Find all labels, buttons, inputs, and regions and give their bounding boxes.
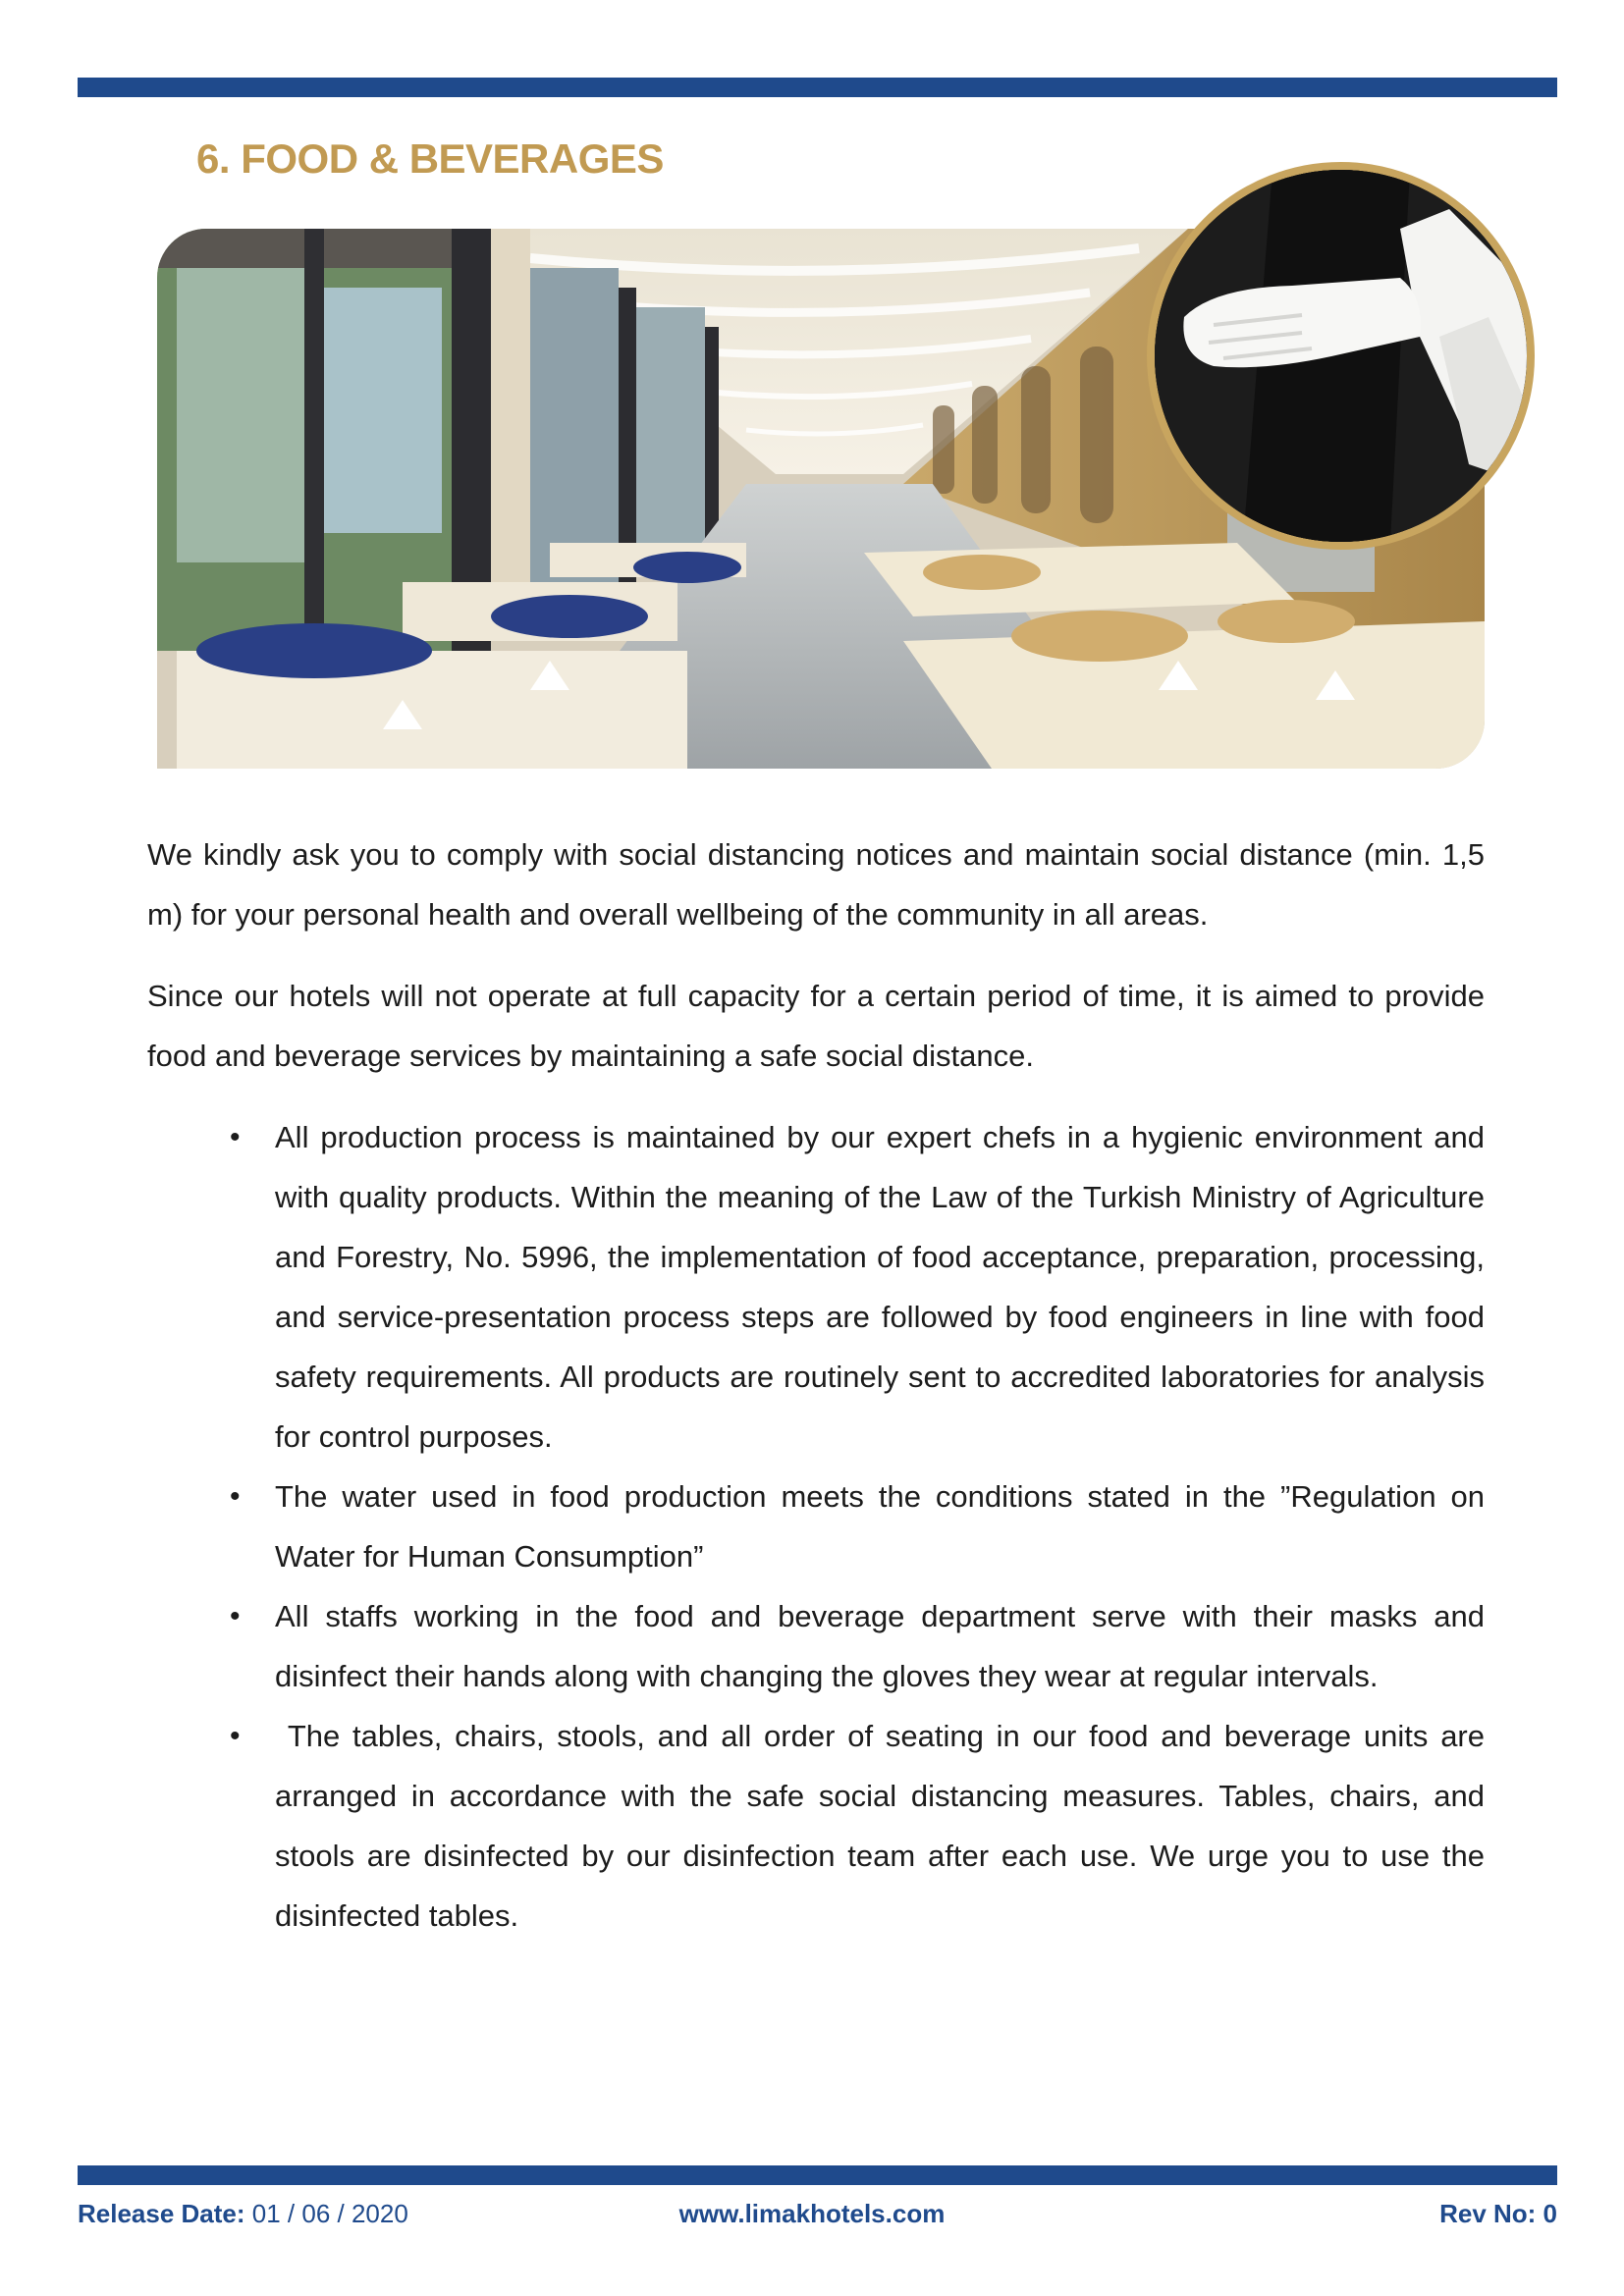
revision-number: Rev No: 0	[1439, 2199, 1557, 2228]
list-item	[230, 1467, 1485, 1586]
list-item-text: All staffs working in the food and beverage department serve with their masks and disinfect their hands along with changing the gloves they wear at regular intervals.	[275, 1599, 1485, 1693]
measures-list	[147, 1107, 1493, 1946]
list-item	[230, 1586, 1485, 1706]
list-item	[230, 1706, 1493, 1946]
bullet-icon: •	[230, 1600, 241, 1632]
release-date-value: 01 / 06 / 2020	[251, 2199, 408, 2228]
body-content	[147, 825, 1493, 1946]
footer-rule	[78, 2165, 1557, 2185]
bullet-icon: •	[230, 1121, 241, 1153]
website-link[interactable]: www.limakhotels.com	[678, 2199, 946, 2228]
bullet-icon: •	[230, 1720, 241, 1752]
section-title: 6. FOOD & BEVERAGES	[196, 135, 664, 182]
list-item-text: All production process is maintained by our expert chefs in a hygienic environment and with quality products. Within the meaning of the Law of the Turkish Ministry of Agriculture and Forestry, No. 5996, the implementation of food acceptance, preparation, processing, and service-presentation process steps are followed by food engineers in line with food safety requirements. All products are routinely sent to accredited laboratories for analysis for control purposes.	[275, 1120, 1485, 1454]
release-date-label: Release Date:	[78, 2199, 245, 2228]
intro-paragraph: We kindly ask you to comply with social distancing notices and maintain social distance (min. 1,5 m) for your personal health and overall wellbeing of the community in all areas.	[147, 837, 1485, 932]
capacity-paragraph: Since our hotels will not operate at full capacity for a certain period of time, it is aimed to provide food and beverage services by maintaining a safe social distance.	[147, 979, 1485, 1073]
waiter-glove-photo	[1147, 162, 1535, 550]
list-item-text: The water used in food production meets the conditions stated in the ”Regulation on Water for Human Consumption”	[275, 1479, 1485, 1574]
list-item	[230, 1107, 1485, 1467]
header-rule	[78, 78, 1557, 97]
bullet-icon: •	[230, 1480, 241, 1513]
list-item-text: The tables, chairs, stools, and all order of seating in our food and beverage units are arranged in accordance with the safe social distancing measures. Tables, chairs, and stools are disinfected by our disinfection team after each use. We urge you to use the disinfected tables.	[275, 1719, 1493, 1933]
